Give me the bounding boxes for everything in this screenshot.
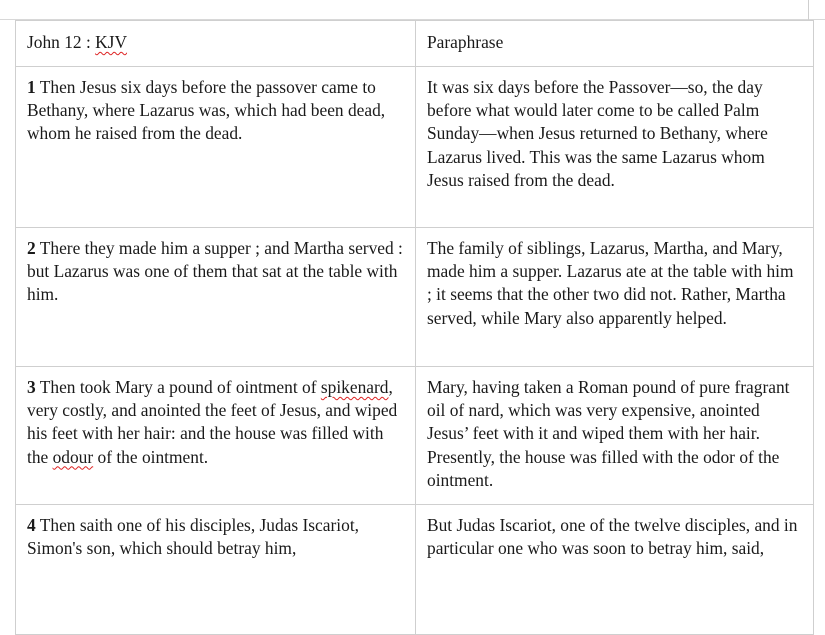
kjv-text: Then saith one of his disciples, Judas Iscariot, Simon's son, which should betray him, bbox=[27, 515, 359, 559]
header-kjv-separator: : bbox=[81, 32, 96, 52]
paraphrase-cell[interactable] bbox=[416, 67, 814, 228]
table-row bbox=[16, 228, 814, 367]
table-row bbox=[16, 505, 814, 635]
kjv-text: Then took Mary a pound of ointment of bbox=[39, 377, 321, 397]
verse-number: 1 bbox=[27, 77, 36, 97]
header-paraphrase-cell[interactable] bbox=[416, 21, 814, 67]
header-paraphrase-label: Paraphrase bbox=[427, 32, 504, 52]
kjv-text: of the ointment. bbox=[93, 446, 209, 467]
kjv-text: Then Jesus six days before the passover came to Bethany, where Lazarus was, which had been dead, whom he raised from the dead. bbox=[27, 77, 386, 144]
verse-number: 4 bbox=[27, 515, 36, 535]
kjv-cell[interactable] bbox=[16, 228, 416, 367]
verse-number: 2 bbox=[27, 238, 36, 258]
kjv-cell[interactable] bbox=[16, 505, 416, 635]
verse-number: 3 bbox=[27, 377, 36, 397]
page-corner-mark bbox=[808, 0, 809, 20]
paraphrase-text: Mary, having taken a Roman pound of pure fragrant oil of nard, which was very expensive, anointed Jesus’ feet with it and wiped them with her hair. Presently, the house was filled with the odor of the ointment. bbox=[427, 377, 790, 490]
kjv-cell[interactable] bbox=[16, 67, 416, 228]
verse-table bbox=[15, 20, 814, 635]
kjv-text: There they made him a supper ; and Martha served : but Lazarus was one of them that sat at the table with him. bbox=[27, 238, 403, 305]
paraphrase-text: But Judas Iscariot, one of the twelve disciples, and in particular one who was soon to betray him, said, bbox=[427, 515, 798, 559]
table-header-row bbox=[16, 21, 814, 67]
page-top-edge bbox=[0, 0, 825, 20]
paraphrase-cell[interactable] bbox=[416, 367, 814, 505]
paraphrase-cell[interactable] bbox=[416, 228, 814, 367]
paraphrase-text: It was six days before the Passover—so, the day before what would later come to be called Palm Sunday—when Jesus returned to Bethany, where Lazarus lived. This was the same Lazarus whom Jesus raised from the dead. bbox=[427, 77, 768, 190]
paraphrase-cell[interactable] bbox=[416, 505, 814, 635]
header-kjv-cell[interactable] bbox=[16, 21, 416, 67]
kjv-cell[interactable] bbox=[16, 367, 416, 505]
misspelled-word: spikenard bbox=[320, 377, 389, 397]
header-kjv-prefix: John 12 bbox=[27, 32, 82, 52]
paraphrase-text: The family of siblings, Lazarus, Martha, and Mary, made him a supper. Lazarus ate at the table with him ; it seems that the other two did not. Rather, Martha served, while Mary also apparently helped. bbox=[427, 238, 794, 328]
misspelled-word: odour bbox=[52, 446, 94, 467]
header-kjv-version: KJV bbox=[95, 32, 128, 52]
table-row bbox=[16, 367, 814, 505]
table-row bbox=[16, 67, 814, 228]
kjv-text: , very costly, and anointed the feet of Jesus, and wiped his feet with her hair: and the house was filled with the bbox=[27, 377, 398, 467]
